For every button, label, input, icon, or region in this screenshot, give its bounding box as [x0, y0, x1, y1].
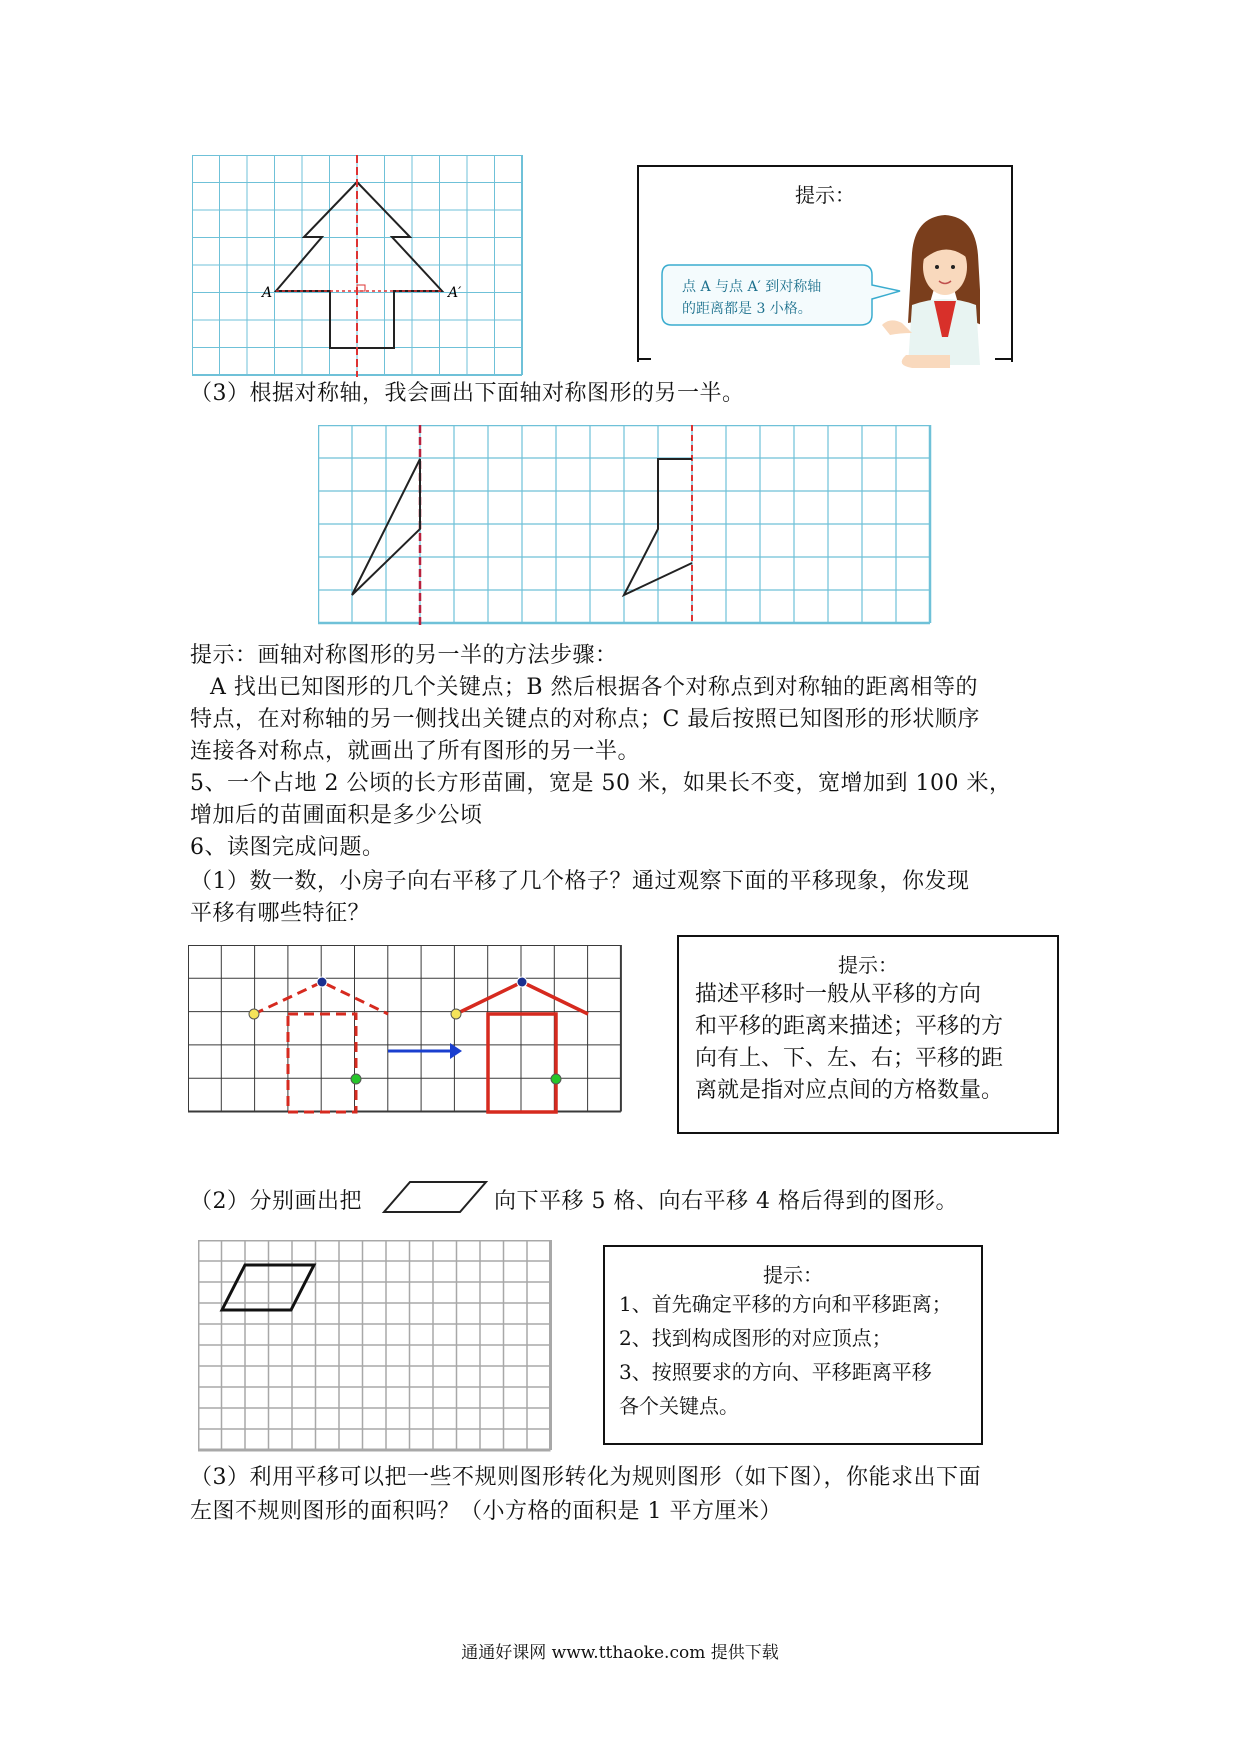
vertex-top-left	[317, 977, 327, 987]
q6-2-prefix: （2）分别画出把	[190, 1189, 362, 1214]
tip2-line-3: 向有上、下、左、右；平移的距	[695, 1046, 1004, 1071]
parallelogram-grid-figure	[198, 1240, 554, 1452]
vertex-left-left	[249, 1009, 259, 1019]
speech-line-1: 点 A 与点 A′ 到对称轴	[682, 279, 822, 295]
half-shapes-grid-figure	[318, 425, 934, 625]
tip-title: 提示：	[838, 953, 898, 977]
tip-title: 提示：	[763, 1263, 823, 1287]
footer: 通通好课网 www.tthaoke.com 提供下载	[461, 1643, 779, 1663]
tip2-line-1: 描述平移时一般从平移的方向	[695, 982, 982, 1007]
parallelogram-icon	[380, 1178, 492, 1218]
tip3-line-2: 2、找到构成图形的对应顶点；	[619, 1326, 892, 1350]
method-hint-line-1: A 找出已知图形的几个关键点；B 然后根据各个对称点到对称轴的距离相等的	[210, 675, 979, 700]
tip2-line-4: 离就是指对应点间的方格数量。	[695, 1078, 1004, 1103]
q6-3-line-2: 左图不规则图形的面积吗？（小方格的面积是 1 平方厘米）	[190, 1499, 782, 1524]
girl-speech-illustration	[650, 205, 980, 370]
q6-sub1-line-1: （1）数一数，小房子向右平移了几个格子？通过观察下面的平移现象，你发现	[190, 869, 970, 894]
q5-line-1: 5、一个占地 2 公顷的长方形苗圃，宽是 50 米，如果长不变，宽增加到 100 米，	[190, 771, 1012, 796]
label-a: A	[262, 285, 273, 301]
q6-3-line-1: （3）利用平移可以把一些不规则图形转化为规则图形（如下图），你能求出下面	[190, 1465, 981, 1490]
tip1-bottom-right-tick	[995, 358, 1011, 360]
vertex-top-right	[517, 977, 527, 987]
method-hint-line-3: 连接各对称点，就画出了所有图形的另一半。	[190, 739, 641, 764]
tip2-line-2: 和平移的距离来描述；平移的方	[695, 1014, 1004, 1039]
tip-box-3	[603, 1245, 983, 1445]
tip3-line-4: 各个关键点。	[619, 1394, 739, 1418]
method-hint-title: 提示：画轴对称图形的另一半的方法步骤：	[190, 643, 618, 668]
tip-title: 提示：	[795, 183, 855, 207]
house-translation-figure	[188, 945, 622, 1120]
right-angle-mark	[357, 285, 365, 291]
q6-sub1-line-2: 平移有哪些特征？	[190, 901, 371, 926]
speech-line-2: 的距离都是 3 小格。	[682, 301, 812, 317]
vertex-bottom-left	[351, 1074, 361, 1084]
solid-house	[456, 982, 588, 1112]
tree-grid-figure	[192, 155, 524, 377]
label-a-prime: A′	[448, 285, 462, 301]
tip3-line-3: 3、按照要求的方向、平移距离平移	[619, 1360, 932, 1384]
tip3-line-1: 1、首先确定平移的方向和平移距离；	[619, 1292, 952, 1316]
q5-line-2: 增加后的苗圃面积是多少公顷	[190, 803, 483, 828]
vertex-left-right	[451, 1009, 461, 1019]
tip-box-2	[677, 935, 1059, 1134]
q3-text: （3）根据对称轴，我会画出下面轴对称图形的另一半。	[190, 381, 745, 406]
arrow-right-icon	[388, 1043, 462, 1059]
vertex-bottom-right	[551, 1074, 561, 1084]
tip1-bottom-left-tick	[637, 358, 651, 360]
q6-2-suffix: 向下平移 5 格、向右平移 4 格后得到的图形。	[494, 1189, 958, 1214]
para-grid	[198, 1240, 551, 1450]
method-hint-line-2: 特点，在对称轴的另一侧找出关键点的对称点；C 最后按照已知图形的形状顺序	[190, 707, 980, 732]
q6-title: 6、读图完成问题。	[190, 835, 385, 860]
